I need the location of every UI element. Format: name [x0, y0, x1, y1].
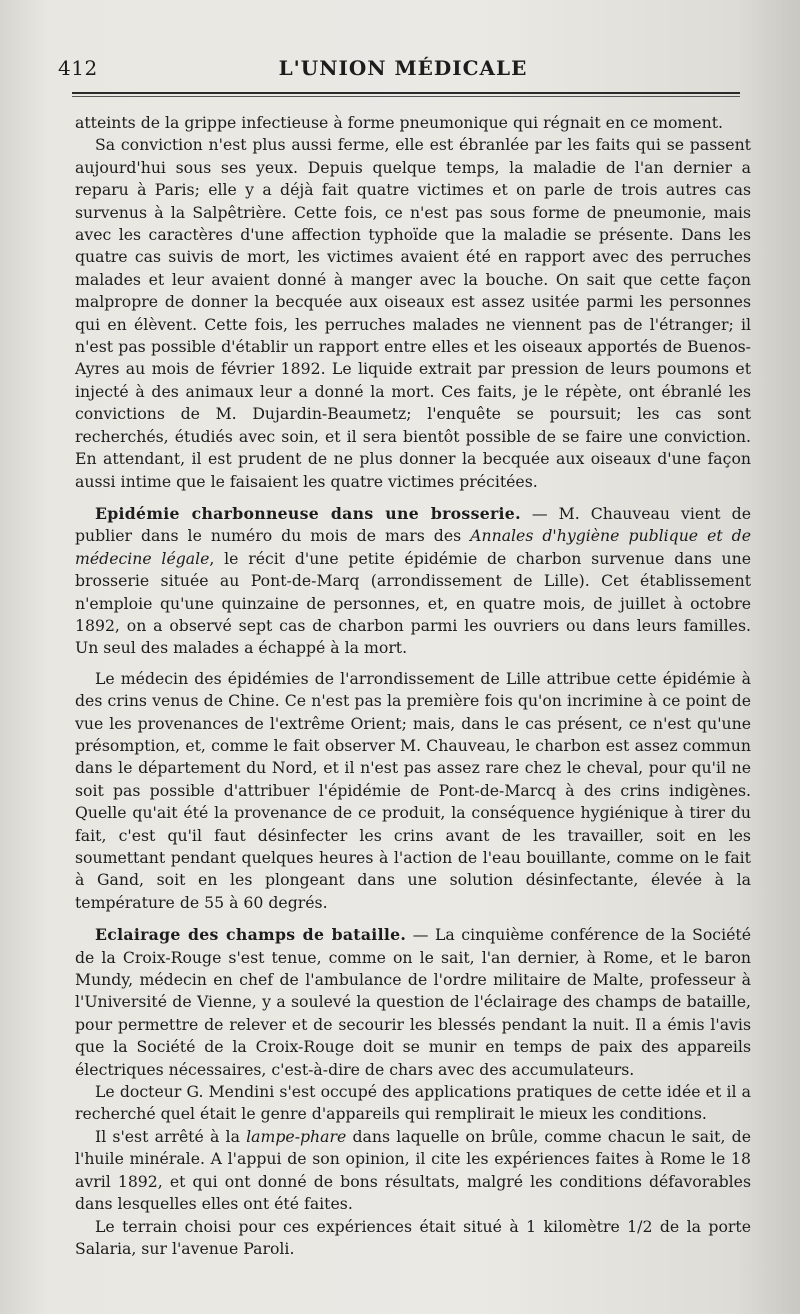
header-rule-thin: [72, 96, 740, 97]
section-heading: Eclairage des champs de bataille.: [95, 925, 407, 945]
article-body: [75, 112, 751, 1260]
page-header: [58, 52, 748, 88]
paragraph-text: Il s'est arrêté à la: [95, 1126, 247, 1146]
paragraph-continuation: atteints de la grippe infectieuse à forme pneumonique qui régnait en ce moment.: [75, 113, 723, 132]
paragraph-text: La cinquième conférence de la Société de la Croix-Rouge s'est tenue, comme on le sait, l'an dernier, à Rome, et le baron Mundy, médecin en chef de l'ambulance de l'ordre militaire de Malte, professeur à l'Université de Vienne, y a soulevé la question de l'éclairage des champs de bataille, pour permettre de relever et de secourir les blessés pendant la nuit. Il a émis l'avis que la Société de la Croix-Rouge doit se munir en temps de paix des appareils électriques nécessaires, c'est-à-dire de chars avec des accumulateurs.: [75, 925, 751, 1079]
section-epidemie-charbonneuse: [75, 503, 751, 660]
paragraph-lampe-phare: [75, 1126, 751, 1216]
header-rule: [72, 92, 740, 94]
section-heading: Epidémie charbonneuse dans une brosserie.: [95, 503, 521, 523]
paragraph-perruches: Sa conviction n'est plus aussi ferme, elle est ébranlée par les faits qui se passent aujourd'hui sous ses yeux. Depuis quelque temps, la maladie de l'an dernier a reparu à Paris; elle y a déjà fait quatre victimes et on parle de trois autres cas survenus à la Salpêtrière. Cette fois, ce n'est pas sous forme de pneumonie, mais avec les caractères d'une affection typhoïde que la maladie se présente. Dans les quatre cas suivis de mort, les victimes avaient été en rapport avec des perruches malades et leur avaient donné à manger avec la bouche. On sait que cette façon malpropre de donner la becquée aux oiseaux est assez usitée parmi les personnes qui en élèvent. Cette fois, les perruches malades ne viennent pas de l'étranger; il n'est pas possible d'établir un rapport entre elles et les oiseaux apportés de Buenos-Ayres au mois de février 1892. Le liquide extrait par pression de leurs poumons et injecté à des animaux leur a donné la mort. Ces faits, je le répète, ont ébranlé les convictions de M. Dujardin-Beaumetz; l'enquête se poursuit; les cas sont recherchés, étudiés avec soin, et il sera bientôt possible de se faire une conviction. En attendant, il est prudent de ne plus donner la becquée aux oiseaux d'une façon aussi intime que le faisaient les quatre victimes précitées.: [75, 135, 751, 491]
heading-dash: —: [406, 925, 435, 945]
page-number: 412: [58, 56, 98, 80]
running-title: L'UNION MÉDICALE: [278, 56, 528, 80]
section-eclairage: [75, 924, 751, 1081]
paragraph-text: , le récit d'une petite épidémie de charbon survenue dans une brosserie située au Pont-de-Marq (arrondissement de Lille). Cet établissement n'emploie qu'une quinzaine de personnes, et, en quatre mois, de juillet à octobre 1892, on a observé sept cas de charbon parmi les ouvriers ou dans leurs familles. Un seul des malades a échappé à la mort.: [75, 548, 751, 658]
paragraph-terrain: Le terrain choisi pour ces expériences était situé à 1 kilomètre 1/2 de la porte Salaria, sur l'avenue Paroli.: [75, 1216, 751, 1258]
paragraph-text: M. Chauveau vient de publier dans le numéro du mois de mars des: [75, 503, 751, 546]
heading-dash: —: [520, 503, 559, 523]
paragraph-text: dans laquelle on brûle, comme chacun le sait, de l'huile minérale. A l'appui de son opinion, il cite les expériences faites à Rome le 18 avril 1892, et qui ont donné de bons résultats, malgré les conditions défavorables dans lesquelles elles ont été faites.: [75, 1126, 751, 1214]
paragraph-mendini: Le docteur G. Mendini s'est occupé des applications pratiques de cette idée et il a recherché quel était le genre d'appareils qui remplirait le mieux les conditions.: [75, 1082, 751, 1124]
journal-title: Annales d'hygiène publique et de médecine légale: [75, 526, 751, 568]
paragraph-crins: Le médecin des épidémies de l'arrondissement de Lille attribue cette épidémie à des crins venus de Chine. Ce n'est pas la première fois qu'on incrimine à ce point de vue les provenances de l'extrême Orient; mais, dans le cas présent, ce n'est qu'une présomption, et, comme le fait observer M. Chauveau, le charbon est assez commun dans le département du Nord, et il n'est pas assez rare chez le cheval, pour qu'il ne soit pas possible d'attribuer l'épidémie de Pont-de-Marcq à des crins indigènes. Quelle qu'ait été la provenance de ce produit, la conséquence hygiénique à tirer du fait, c'est qu'il faut désinfecter les crins avant de les travailler, soit en les soumettant pendant quelques heures à l'action de l'eau bouillante, comme on le fait à Gand, soit en les plongeant dans une solution désinfectante, élevée à la température de 55 à 60 degrés.: [75, 668, 751, 912]
italic-term: lampe-phare: [246, 1126, 347, 1146]
